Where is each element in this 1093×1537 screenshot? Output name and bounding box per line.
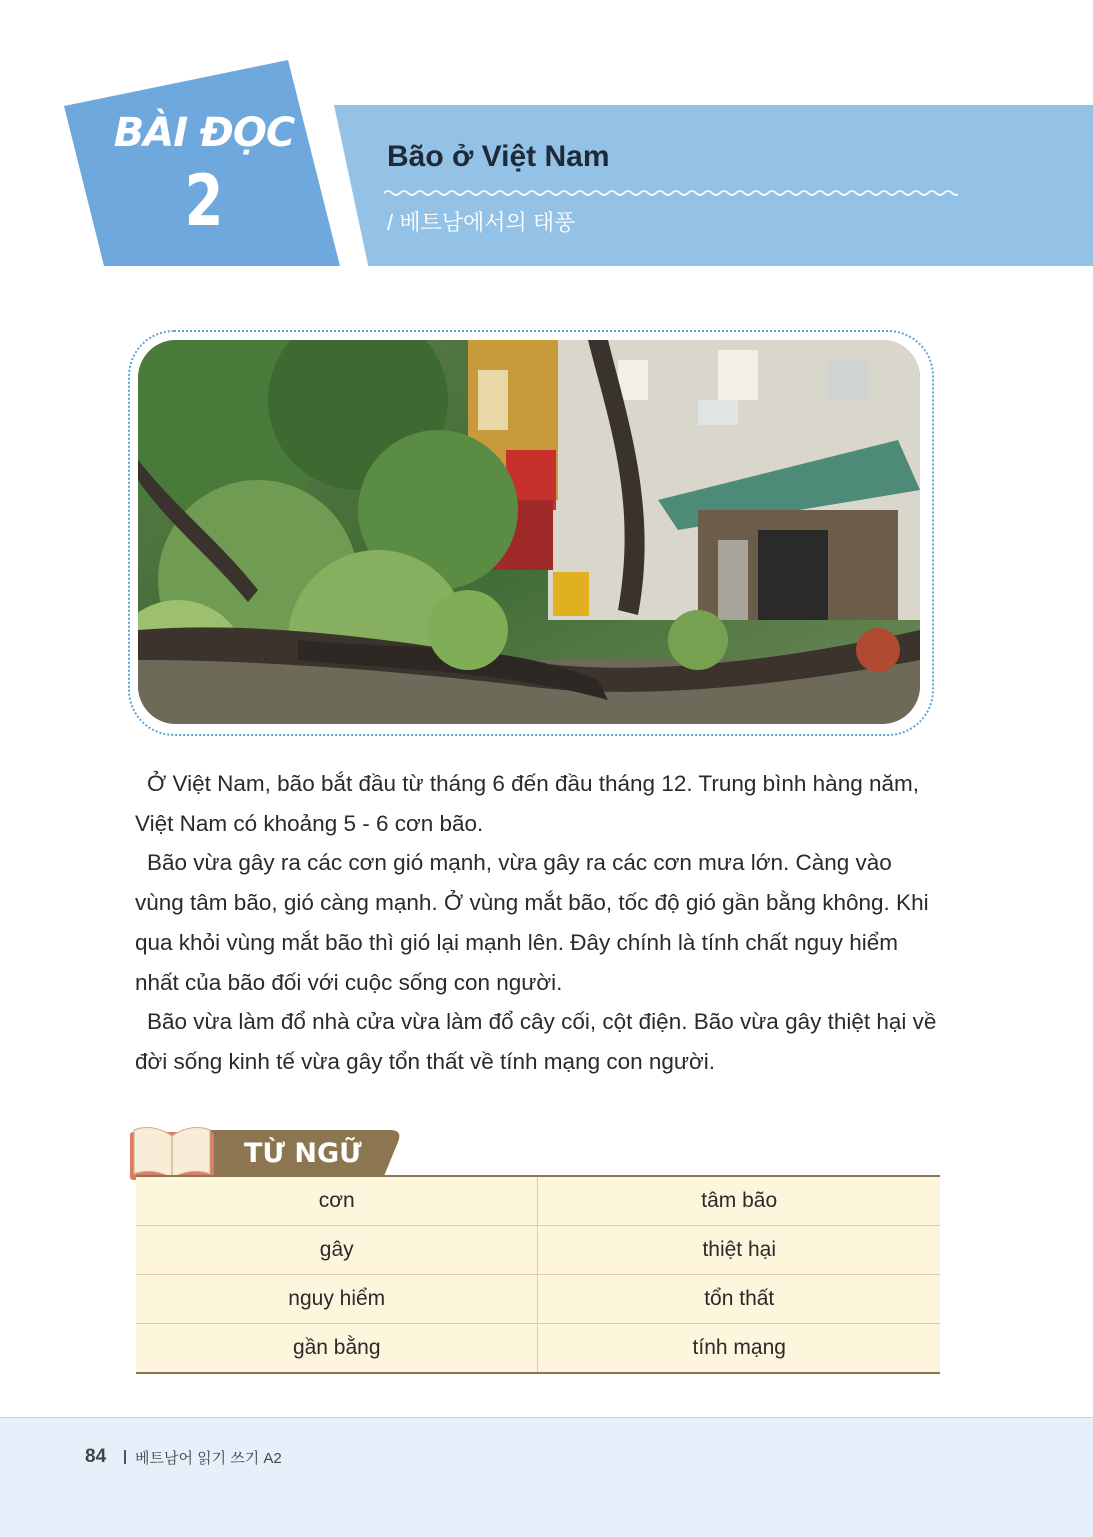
vocab-cell: gần bằng bbox=[136, 1324, 538, 1374]
vocab-cell: thiệt hại bbox=[538, 1226, 940, 1275]
vocab-cell: gây bbox=[136, 1226, 538, 1275]
page-number: 84 bbox=[85, 1446, 107, 1467]
page-footer bbox=[0, 1417, 1093, 1537]
reading-passage bbox=[135, 764, 945, 1082]
badge-number: 2 bbox=[184, 160, 224, 242]
badge-title: BÀI ĐỌC bbox=[113, 110, 295, 156]
vocabulary-header bbox=[128, 1120, 418, 1182]
header-band bbox=[312, 105, 1093, 266]
table-row bbox=[136, 1176, 940, 1226]
vocabulary-table bbox=[136, 1175, 940, 1374]
vocab-cell: nguy hiểm bbox=[136, 1275, 538, 1324]
lesson-subtitle: / 베트남에서의 태풍 bbox=[387, 210, 576, 235]
book-title: 베트남어 읽기 쓰기 A2 bbox=[135, 1450, 282, 1467]
footer-separator bbox=[124, 1450, 126, 1464]
lesson-badge bbox=[64, 60, 354, 270]
wavy-divider bbox=[384, 188, 958, 198]
storm-damage-photo bbox=[138, 340, 920, 724]
paragraph-3: Bão vừa làm đổ nhà cửa vừa làm đổ cây cối, cột điện. Bão vừa gây thiệt hại về đời sống kinh tế vừa gây tổn thất về tính mạng con người. bbox=[135, 1009, 937, 1074]
vocab-cell: tính mạng bbox=[538, 1324, 940, 1374]
paragraph-2: Bão vừa gây ra các cơn gió mạnh, vừa gây ra các cơn mưa lớn. Càng vào vùng tâm bão, gió càng mạnh. Ở vùng mắt bão, tốc độ gió gần bằng không. Khi qua khỏi vùng mắt bão thì gió lại mạnh lên. Đây chính là tính chất nguy hiểm nhất của bão đối với cuộc sống con người. bbox=[135, 850, 929, 995]
vocabulary-label: TỪ NGỮ bbox=[244, 1138, 362, 1169]
table-row bbox=[136, 1275, 940, 1324]
paragraph-1: Ở Việt Nam, bão bắt đầu từ tháng 6 đến đầu tháng 12. Trung bình hàng năm, Việt Nam có khoảng 5 - 6 cơn bão. bbox=[135, 771, 919, 836]
vocab-cell: tổn thất bbox=[538, 1275, 940, 1324]
vocab-cell: cơn bbox=[318, 1189, 355, 1212]
vocab-cell: tâm bão bbox=[538, 1176, 940, 1226]
table-row bbox=[136, 1226, 940, 1275]
lesson-title: Bão ở Việt Nam bbox=[387, 140, 610, 173]
table-row bbox=[136, 1324, 940, 1374]
